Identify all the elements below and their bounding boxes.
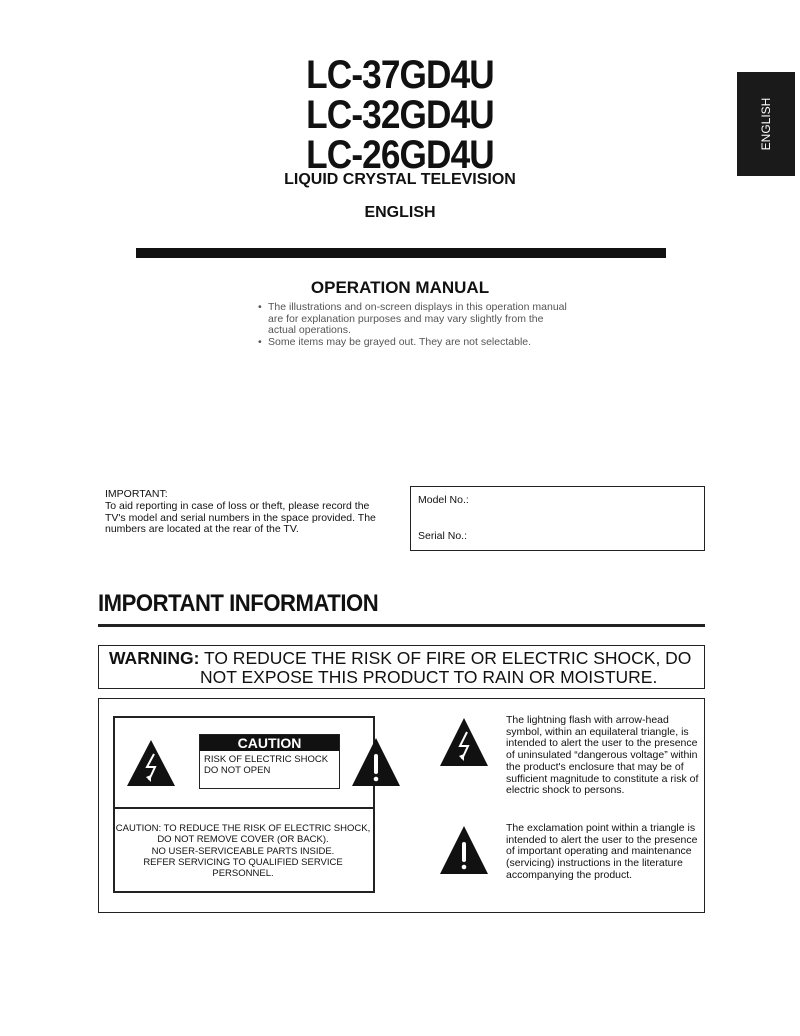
caution-label-line: DO NOT OPEN: [204, 765, 271, 776]
operation-manual-title: OPERATION MANUAL: [310, 278, 490, 297]
exclamation-description: The exclamation point within a triangle is intended to alert the user to the presence of important operating and maintenance (servicing) instructions in the literature accompanying the product.: [506, 822, 698, 881]
note-item: • Some items may be grayed out. They are not selectable.: [258, 337, 568, 349]
warning-text-1: TO REDUCE THE RISK OF FIRE OR ELECTRIC SHOCK, DO: [203, 648, 692, 668]
section-rule: [98, 624, 705, 627]
caution-label: [199, 734, 340, 789]
caution-divider: [113, 807, 373, 809]
important-label: IMPORTANT:: [105, 488, 168, 500]
caution-text-line: REFER SERVICING TO QUALIFIED SERVICE: [143, 856, 343, 868]
caution-label-line: RISK OF ELECTRIC SHOCK: [204, 754, 329, 765]
model-serial-box: [410, 486, 705, 551]
caution-text-line: PERSONNEL.: [212, 868, 274, 880]
manual-notes: [258, 302, 568, 348]
caution-text-line: NO USER-SERVICEABLE PARTS INSIDE.: [151, 845, 335, 857]
important-text: To aid reporting in case of loss or theft, please record the TV's model and serial numbers in the space provided. The numbers are located at the rear of the TV.: [105, 499, 376, 536]
model-title-3: LC-26GD4U: [306, 133, 494, 177]
caution-heading: CAUTION: [200, 735, 339, 751]
important-record-note: [105, 489, 385, 536]
note-item: • The illustrations and on-screen displays in this operation manual are for explanation purposes and may vary slightly from the actual operations.: [258, 302, 568, 337]
exclamation-triangle-icon: [352, 738, 400, 786]
warning-text-2: NOT EXPOSE THIS PRODUCT TO RAIN OR MOISTURE.: [200, 667, 658, 687]
exclamation-triangle-icon: [440, 826, 488, 874]
caution-text: [115, 823, 371, 879]
caution-text-line: CAUTION: TO REDUCE THE RISK OF ELECTRIC SHOCK,: [115, 823, 371, 834]
model-title-2: LC-32GD4U: [306, 93, 494, 137]
lightning-description: The lightning flash with arrow-head symbol, within an equilateral triangle, is intended to alert the user to the presence of uninsulated “dangerous voltage” within the product's enclosure that may be of sufficient magnitude to constitute a risk of electric shock to persons.: [506, 714, 699, 797]
warning-box: [98, 645, 705, 689]
warning-label: WARNING:: [109, 648, 200, 668]
language-tab-label: ENGLISH: [759, 97, 773, 151]
lightning-triangle-icon: [440, 718, 488, 766]
warning-line-1: [109, 648, 691, 669]
model-no-label: Model No.:: [418, 494, 469, 506]
model-title-1: LC-37GD4U: [306, 53, 494, 97]
caution-text-line: DO NOT REMOVE COVER (OR BACK).: [157, 834, 329, 846]
language-label: ENGLISH: [364, 204, 436, 221]
title-bar-divider: [136, 248, 666, 258]
lightning-triangle-icon: [127, 740, 175, 786]
serial-no-label: Serial No.:: [418, 530, 468, 542]
product-subtitle: LIQUID CRYSTAL TELEVISION: [284, 171, 516, 188]
language-tab: [737, 72, 795, 176]
section-title: IMPORTANT INFORMATION: [98, 590, 379, 617]
